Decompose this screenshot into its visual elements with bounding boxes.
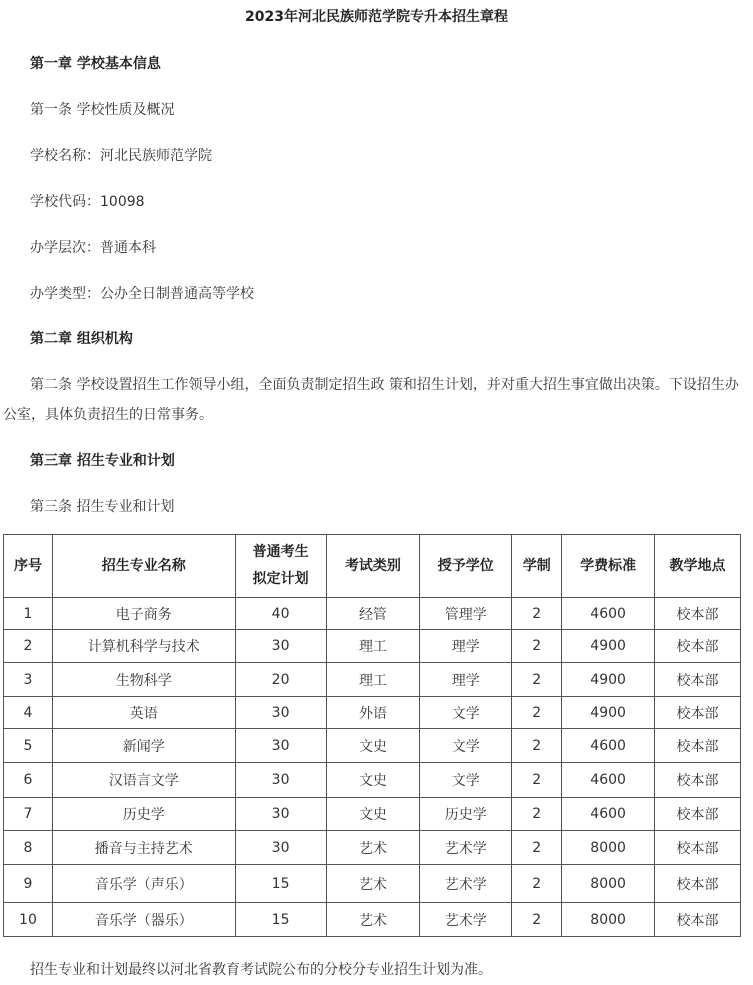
- table-row: [4, 630, 741, 663]
- cell-plan: 30: [235, 729, 326, 763]
- page-title: 2023年河北民族师范学院专升本招生章程: [245, 9, 508, 25]
- header-fee: 学费标准: [562, 535, 655, 598]
- chapter2-article-line2: 公室，具体负责招生的日常事务。: [3, 407, 213, 423]
- chapter2-heading: 第二章 组织机构: [30, 331, 133, 347]
- cell-no: 10: [4, 903, 53, 937]
- enrollment-plan-table: [3, 534, 741, 937]
- school-type: 办学类型：公办全日制普通高等学校: [30, 286, 254, 302]
- cell-degree: 文学: [420, 763, 512, 798]
- cell-fee: 8000: [562, 903, 655, 937]
- cell-no: 4: [4, 697, 53, 729]
- header-no: 序号: [4, 535, 53, 598]
- cell-location: 校本部: [655, 697, 741, 729]
- cell-plan: 30: [235, 630, 326, 663]
- cell-fee: 4900: [562, 697, 655, 729]
- chapter3-heading: 第三章 招生专业和计划: [30, 453, 175, 469]
- cell-location: 校本部: [655, 798, 741, 831]
- cell-no: 5: [4, 729, 53, 763]
- table-row: [4, 865, 741, 903]
- cell-no: 8: [4, 831, 53, 865]
- cell-years: 2: [512, 865, 562, 903]
- header-plan-line1: 普通考生: [252, 544, 309, 560]
- chapter3-article: 第三条 招生专业和计划: [30, 499, 175, 515]
- cell-years: 2: [512, 729, 562, 763]
- cell-degree: 艺术学: [420, 903, 512, 937]
- cell-degree: 艺术学: [420, 831, 512, 865]
- chapter1-heading: 第一章 学校基本信息: [30, 56, 161, 72]
- cell-major: 新闻学: [52, 729, 235, 763]
- cell-fee: 4600: [562, 763, 655, 798]
- cell-major: 音乐学（声乐）: [52, 865, 235, 903]
- cell-exam: 艺术: [326, 903, 420, 937]
- cell-plan: 30: [235, 798, 326, 831]
- cell-plan: 15: [235, 865, 326, 903]
- cell-plan: 20: [235, 663, 326, 697]
- cell-degree: 理学: [420, 663, 512, 697]
- cell-plan: 30: [235, 831, 326, 865]
- cell-location: 校本部: [655, 763, 741, 798]
- cell-fee: 4600: [562, 598, 655, 630]
- table-row: [4, 831, 741, 865]
- cell-major: 汉语言文学: [52, 763, 235, 798]
- cell-plan: 30: [235, 763, 326, 798]
- cell-degree: 历史学: [420, 798, 512, 831]
- cell-location: 校本部: [655, 598, 741, 630]
- cell-location: 校本部: [655, 865, 741, 903]
- header-exam: 考试类别: [326, 535, 420, 598]
- cell-degree: 艺术学: [420, 865, 512, 903]
- cell-years: 2: [512, 763, 562, 798]
- header-years: 学制: [512, 535, 562, 598]
- header-location: 教学地点: [655, 535, 741, 598]
- cell-major: 电子商务: [52, 598, 235, 630]
- table-row: [4, 598, 741, 630]
- cell-location: 校本部: [655, 903, 741, 937]
- school-level: 办学层次：普通本科: [30, 240, 156, 256]
- cell-major: 英语: [52, 697, 235, 729]
- cell-years: 2: [512, 831, 562, 865]
- cell-degree: 文学: [420, 729, 512, 763]
- table-row: [4, 903, 741, 937]
- cell-no: 1: [4, 598, 53, 630]
- cell-location: 校本部: [655, 729, 741, 763]
- header-major: 招生专业名称: [52, 535, 235, 598]
- chapter1-article: 第一条 学校性质及概况: [30, 102, 175, 118]
- table-row: [4, 798, 741, 831]
- cell-degree: 文学: [420, 697, 512, 729]
- header-plan: [235, 535, 326, 598]
- cell-fee: 4900: [562, 663, 655, 697]
- cell-degree: 理学: [420, 630, 512, 663]
- school-code: 学校代码：10098: [30, 194, 145, 210]
- cell-exam: 文史: [326, 763, 420, 798]
- cell-years: 2: [512, 630, 562, 663]
- cell-fee: 4600: [562, 729, 655, 763]
- cell-location: 校本部: [655, 630, 741, 663]
- cell-degree: 管理学: [420, 598, 512, 630]
- cell-exam: 艺术: [326, 865, 420, 903]
- cell-location: 校本部: [655, 663, 741, 697]
- cell-years: 2: [512, 903, 562, 937]
- cell-fee: 4600: [562, 798, 655, 831]
- cell-exam: 艺术: [326, 831, 420, 865]
- cell-no: 9: [4, 865, 53, 903]
- cell-location: 校本部: [655, 831, 741, 865]
- cell-major: 计算机科学与技术: [52, 630, 235, 663]
- cell-major: 音乐学（器乐）: [52, 903, 235, 937]
- cell-plan: 40: [235, 598, 326, 630]
- header-degree: 授予学位: [420, 535, 512, 598]
- cell-major: 历史学: [52, 798, 235, 831]
- footnote: 招生专业和计划最终以河北省教育考试院公布的分校分专业招生计划为准。: [30, 962, 492, 978]
- cell-years: 2: [512, 598, 562, 630]
- cell-years: 2: [512, 798, 562, 831]
- table-row: [4, 729, 741, 763]
- school-name: 学校名称：河北民族师范学院: [30, 148, 212, 164]
- cell-exam: 经管: [326, 598, 420, 630]
- cell-exam: 文史: [326, 798, 420, 831]
- cell-plan: 30: [235, 697, 326, 729]
- cell-no: 6: [4, 763, 53, 798]
- cell-years: 2: [512, 663, 562, 697]
- table-row: [4, 763, 741, 798]
- table-row: [4, 697, 741, 729]
- cell-exam: 理工: [326, 663, 420, 697]
- cell-exam: 外语: [326, 697, 420, 729]
- cell-no: 3: [4, 663, 53, 697]
- table-row: [4, 663, 741, 697]
- cell-major: 播音与主持艺术: [52, 831, 235, 865]
- cell-plan: 15: [235, 903, 326, 937]
- cell-years: 2: [512, 697, 562, 729]
- cell-exam: 理工: [326, 630, 420, 663]
- cell-exam: 文史: [326, 729, 420, 763]
- header-plan-line2: 拟定计划: [252, 571, 309, 587]
- cell-no: 7: [4, 798, 53, 831]
- cell-fee: 4900: [562, 630, 655, 663]
- cell-fee: 8000: [562, 865, 655, 903]
- cell-major: 生物科学: [52, 663, 235, 697]
- cell-no: 2: [4, 630, 53, 663]
- table-header-row: [4, 535, 741, 598]
- chapter2-article-line1: 第二条 学校设置招生工作领导小组，全面负责制定招生政 策和招生计划，并对重大招生事宜做出决策。下设招生办: [30, 377, 739, 393]
- cell-fee: 8000: [562, 831, 655, 865]
